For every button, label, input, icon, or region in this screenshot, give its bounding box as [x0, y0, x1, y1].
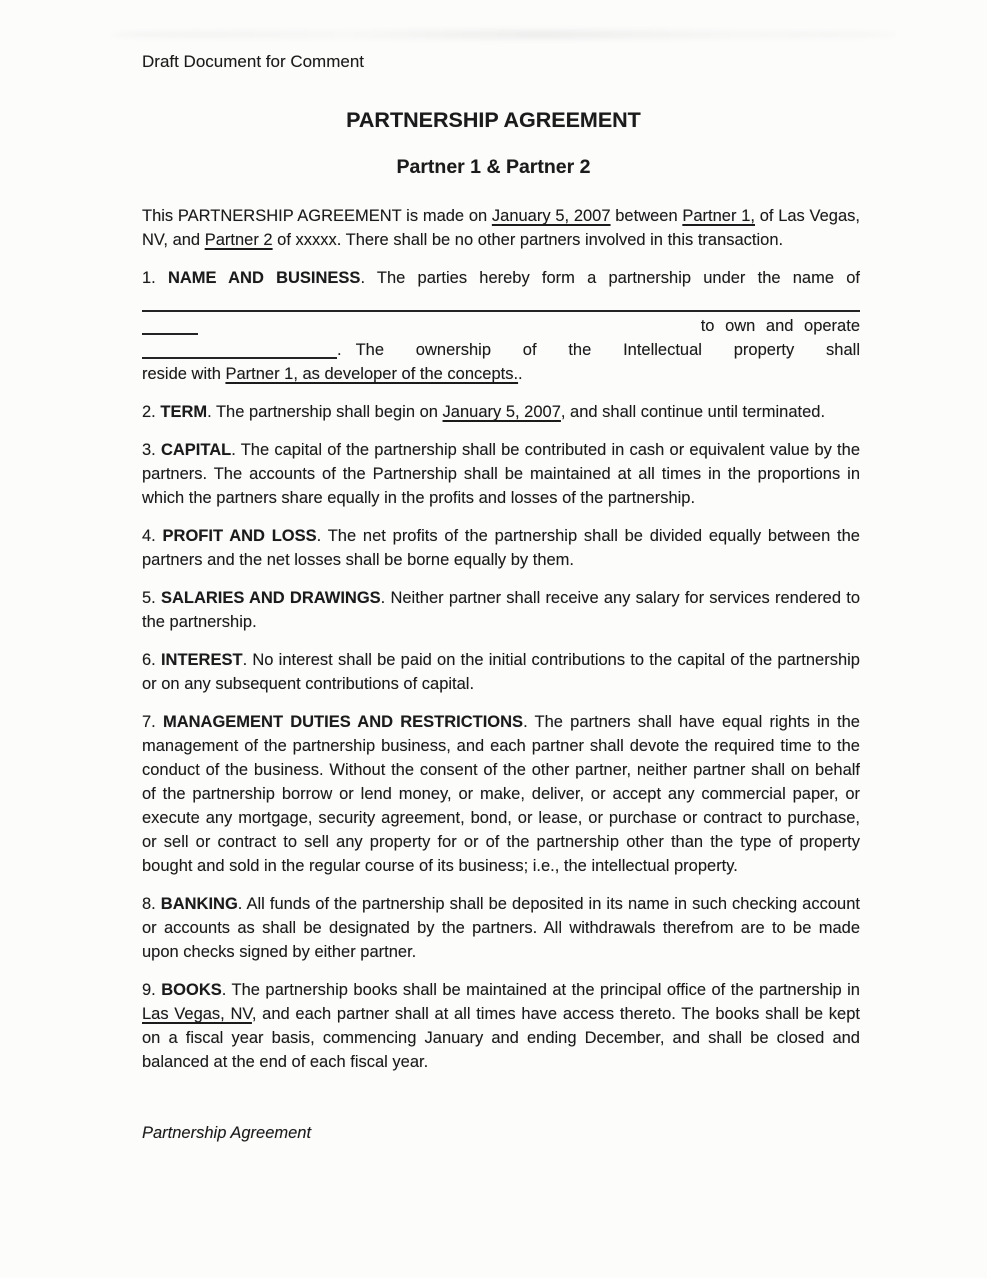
intro-partner1: Partner 1,	[682, 207, 755, 225]
section-body: . The partners shall have equal rights in the management of the partnership business, and each partner shall devote the required time to the conduct of the business. Without the consent of the other partner, neither partner shall on behalf of the partnership borrow or lend money, or make, deliver, or accept any commercial paper, or execute any mortgage, security agreement, bond, or lease, or purchase or contract to purchase, or sell or contract to sell any property for or of the partnership other than the type of property bought and sold in the regular course of its business; i.e., the intellectual property.	[142, 713, 860, 875]
section-body: . The net profits of the partnership shall be divided equally between the partners and the net losses shall be borne equally by them.	[142, 527, 860, 569]
section-paragraph	[142, 362, 860, 386]
blank-fill-in-line	[142, 341, 337, 359]
section-paragraph	[142, 400, 860, 424]
intro-text: of xxxxx. There shall be no other partners involved in this transaction.	[272, 231, 784, 249]
section-paragraph	[142, 648, 860, 696]
section-body: to own and operate	[700, 317, 860, 335]
section-number: 1.	[142, 269, 168, 287]
section-body: The ownership of the Intellectual property shall	[355, 341, 860, 359]
section-name-and-business	[142, 266, 860, 386]
section-paragraph	[142, 892, 860, 964]
section-body: reside with	[142, 365, 226, 383]
section-number: 3.	[142, 441, 161, 459]
section-number: 2.	[142, 403, 161, 421]
section-paragraph	[142, 266, 860, 290]
books-location: Las Vegas, NV	[142, 1005, 252, 1023]
section-number: 6.	[142, 651, 161, 669]
blank-fill-in-line	[142, 317, 198, 335]
section-banking	[142, 892, 860, 964]
section-paragraph	[142, 438, 860, 510]
draft-note: Draft Document for Comment	[142, 52, 365, 71]
section-paragraph	[142, 978, 860, 1074]
intro-text: between	[610, 207, 683, 225]
section-heading: BOOKS	[161, 981, 222, 999]
section-heading: MANAGEMENT DUTIES AND RESTRICTIONS	[162, 713, 524, 731]
section-body: .	[337, 341, 342, 359]
section-salaries-and-drawings	[142, 586, 860, 634]
section-management-duties	[142, 710, 860, 878]
section-heading: NAME AND BUSINESS	[167, 269, 361, 287]
section-books	[142, 978, 860, 1074]
blank-fill-in-line	[142, 290, 860, 312]
section-paragraph	[142, 710, 860, 878]
section-heading: PROFIT AND LOSS	[162, 527, 317, 545]
scan-artifact	[110, 30, 897, 39]
section-interest	[142, 648, 860, 696]
section-capital	[142, 438, 860, 510]
ownership-clause: Partner 1, as developer of the concepts.	[225, 365, 519, 383]
section-term	[142, 400, 860, 424]
section-paragraph	[142, 586, 860, 634]
intro-partner2: Partner 2	[204, 231, 273, 249]
section-number: 7.	[142, 713, 163, 731]
intro-date: January 5, 2007	[491, 207, 611, 225]
section-profit-and-loss	[142, 524, 860, 572]
section-body: .	[518, 365, 523, 383]
section-heading: INTEREST	[160, 651, 243, 669]
document-title: PARTNERSHIP AGREEMENT	[346, 108, 641, 132]
section-heading: CAPITAL	[160, 441, 232, 459]
section-body: . The capital of the partnership shall be contributed in cash or equivalent value by the partners. The accounts of the Partnership shall be maintained at all times in the proportions in which the partners share equally in the profits and losses of the partnership.	[142, 441, 860, 507]
section-number: 5.	[142, 589, 161, 607]
section-body: . The parties hereby form a partnership under the name of	[360, 269, 860, 287]
section-number: 8.	[142, 895, 161, 913]
intro-text: This PARTNERSHIP AGREEMENT is made on	[142, 207, 492, 225]
fill-in-row	[142, 314, 860, 338]
fill-in-row	[142, 338, 860, 362]
intro-text: of Las Vegas, NV, and	[142, 207, 860, 249]
page-footer: Partnership Agreement	[142, 1124, 312, 1142]
section-number: 4.	[142, 527, 163, 545]
section-number: 9.	[142, 981, 162, 999]
section-heading: BANKING	[160, 895, 238, 913]
section-body: , and each partner shall at all times have access thereto. The books shall be kept on a fiscal year basis, commencing January and ending December, and shall be closed and balanced at the end of each fiscal year.	[142, 1005, 860, 1071]
term-date: January 5, 2007	[442, 403, 561, 421]
section-heading: SALARIES AND DRAWINGS	[160, 589, 381, 607]
section-body: . Neither partner shall receive any salary for services rendered to the partnership.	[142, 589, 860, 631]
section-body: . All funds of the partnership shall be deposited in its name in such checking account or accounts as shall be designated by the partners. All withdrawals therefrom are to be made upon checks signed by either partner.	[142, 895, 860, 961]
section-body: . The partnership shall begin on	[207, 403, 443, 421]
section-heading: TERM	[160, 403, 208, 421]
section-body: , and shall continue until terminated.	[560, 403, 826, 421]
document-subtitle: Partner 1 & Partner 2	[396, 156, 591, 178]
intro-paragraph	[142, 204, 860, 252]
section-paragraph	[142, 524, 860, 572]
section-body: . No interest shall be paid on the initial contributions to the capital of the partnership or on any subsequent contributions of capital.	[142, 651, 860, 693]
section-body: . The partnership books shall be maintained at the principal office of the partnership in	[221, 981, 860, 999]
